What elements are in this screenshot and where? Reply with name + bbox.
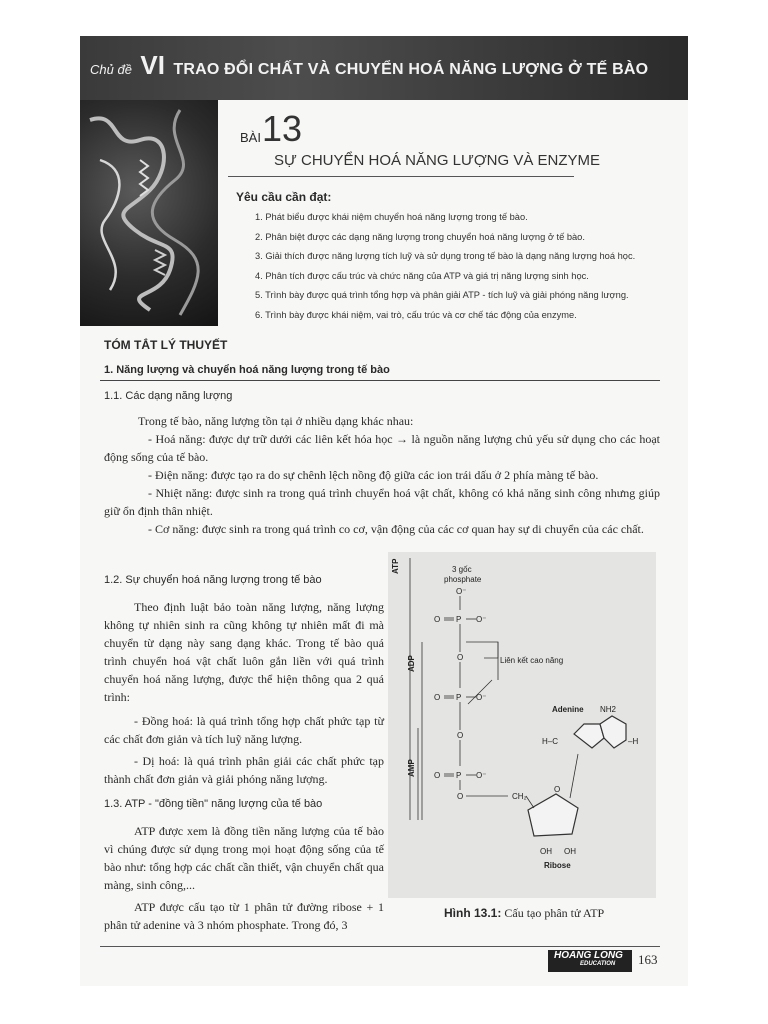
oxygen-atom: O — [457, 731, 464, 740]
topic-name: TRAO ĐỔI CHẤT VÀ CHUYỂN HOÁ NĂNG LƯỢNG Ở TẾ BÀO — [173, 61, 649, 78]
paragraph: - Điện năng: được tạo ra do sự chênh lệch nồng độ giữa các ion trái dấu ở 2 phía màng tế bào. — [148, 468, 599, 482]
section-heading: 1. Năng lượng và chuyển hoá năng lượng trong tế bào — [104, 364, 390, 376]
hydrogen-atom: H–C — [542, 737, 559, 746]
ch2-group: CH₂ — [512, 792, 527, 801]
phosphorus-atom: P — [456, 693, 462, 702]
topic-prefix: Chủ đề — [90, 62, 132, 77]
requirement-item: 3. Giải thích được năng lượng tích luỹ và sử dụng trong tế bào là dạng năng lượng hoá học. — [255, 251, 636, 262]
hydrogen-atom: –H — [628, 737, 639, 746]
topic-number: VI — [140, 50, 165, 80]
oxygen-atom: O⁻ — [476, 771, 487, 780]
lesson-label: BÀI — [240, 130, 261, 145]
paragraph: Theo định luật bảo toàn năng lượng, năng lượng không tự nhiên sinh ra cũng không tự nhiên mất đi mà chuyển từ dạng này sang dạng khác. Trong tế bào quá trình chuyển hoá vật chất luôn gắn liền với quá trình chuyển hoá năng lượng, được thể hiện thông qua 2 quá trình: — [104, 600, 384, 704]
paragraph: ATP được cấu tạo từ 1 phân tử đường ribose + 1 phân tử adenine và 3 nhóm phosphate. Trong đó, 3 — [104, 900, 384, 932]
paragraph: - Nhiệt năng: được sinh ra trong quá trình chuyển hoá vật chất, không có khả năng sinh công nhưng giúp giữ ổn định thân nhiệt. — [104, 486, 660, 518]
requirements-heading: Yêu cầu cần đạt: — [236, 190, 332, 204]
amp-label: AMP — [407, 759, 416, 777]
logo-text: HOANG LONG — [554, 950, 623, 961]
paragraph: ATP được xem là đồng tiền năng lượng của tế bào vì chúng được sử dụng trong mọi hoạt động sống của tế bào như: tổng hợp các chất cần thiết, vận chuyển chất qua màng, sinh công,... — [104, 824, 384, 892]
amino-group: NH2 — [600, 705, 617, 714]
paragraph: Trong tế bào, năng lượng tồn tại ở nhiều dạng khác nhau: — [138, 414, 414, 428]
page-number: 163 — [638, 952, 658, 967]
paragraph-energy-forms — [104, 412, 660, 538]
ribose-ring — [528, 794, 578, 836]
requirement-item: 4. Phân tích được cấu trúc và chức năng của ATP và giá trị năng lượng sinh học. — [255, 270, 589, 281]
oxygen-atom: O — [434, 771, 441, 780]
logo-subtext: EDUCATION — [580, 961, 616, 967]
phosphate-label: 3 gốc — [452, 565, 472, 574]
phosphate-label: phosphate — [444, 575, 482, 584]
publisher-logo — [548, 950, 632, 972]
oxygen-atom: O — [457, 653, 464, 662]
oxygen-atom: O — [457, 792, 464, 801]
oxygen-atom: O — [434, 693, 441, 702]
phosphorus-atom: P — [456, 771, 462, 780]
caption-label: Hình 13.1: — [444, 906, 502, 920]
caption-text: Cấu tạo phân tử ATP — [501, 906, 605, 920]
phosphorus-atom: P — [456, 615, 462, 624]
figure-caption — [444, 906, 604, 921]
summary-heading: TÓM TẮT LÝ THUYẾT — [104, 338, 228, 352]
requirement-item: 2. Phân biệt được các dạng năng lượng trong chuyển hoá năng lượng ở tế bào. — [255, 231, 585, 242]
subsection-heading: 1.3. ATP - "đồng tiền" năng lượng của tế bào — [104, 798, 323, 810]
oxygen-atom: O⁻ — [476, 615, 487, 624]
ribose-label: Ribose — [544, 861, 571, 870]
footer-divider — [100, 946, 660, 947]
oxygen-atom: O⁻ — [476, 693, 487, 702]
protein-ribbon-drawing — [80, 100, 218, 326]
requirement-item: 1. Phát biểu được khái niệm chuyển hoá năng lượng trong tế bào. — [255, 212, 528, 222]
subsection-heading: 1.2. Sự chuyển hoá năng lượng trong tế bào — [104, 574, 322, 586]
oxygen-atom: O⁻ — [456, 587, 467, 596]
ribose-oh: OH — [564, 847, 576, 856]
atp-structure-diagram — [388, 552, 656, 898]
paragraph-atp — [104, 822, 384, 934]
lesson-title: SỰ CHUYỂN HOÁ NĂNG LƯỢNG VÀ ENZYME — [274, 152, 601, 169]
adenine-label: Adenine — [552, 705, 584, 714]
topic-title — [90, 50, 648, 81]
subsection-heading: 1.1. Các dạng năng lượng — [104, 390, 233, 402]
oxygen-atom: O — [434, 615, 441, 624]
paragraph: - Cơ năng: được sinh ra trong quá trình co cơ, vận động của các cơ quan hay sự di chuyển của các chất. — [148, 522, 644, 536]
protein-structure-image — [80, 100, 218, 326]
paragraph: - Đồng hoá: là quá trình tổng hợp chất phức tạp từ các chất đơn giản và tích luỹ năng lượng. — [104, 714, 384, 746]
adp-label: ADP — [407, 655, 416, 672]
atp-label: ATP — [391, 558, 400, 574]
ribose-oh: OH — [540, 847, 552, 856]
high-energy-bond-label: Liên kết cao năng — [500, 656, 564, 665]
requirement-item: 6. Trình bày được khái niệm, vai trò, cấu trúc và cơ chế tác động của enzyme. — [255, 309, 577, 320]
adenine-rings — [574, 716, 626, 748]
paragraph: - Hoá năng: được dự trữ dưới các liên kết hóa học → là nguồn năng lượng chủ yếu sử dụng cho các hoạt động sống của tế bào. — [104, 432, 660, 464]
title-divider — [228, 176, 574, 177]
paragraph: - Dị hoá: là quá trình phân giải các chất phức tạp thành chất đơn giản và giải phóng năng lượng. — [104, 754, 384, 786]
requirement-item: 5. Trình bày được quá trình tổng hợp và phân giải ATP - tích luỹ và giải phóng năng lượng. — [255, 290, 629, 301]
section-divider — [100, 380, 660, 381]
lesson-number: 13 — [262, 108, 303, 149]
paragraph-energy-conversion — [104, 598, 384, 788]
requirements-list — [255, 212, 635, 330]
oxygen-atom: O — [554, 785, 561, 794]
